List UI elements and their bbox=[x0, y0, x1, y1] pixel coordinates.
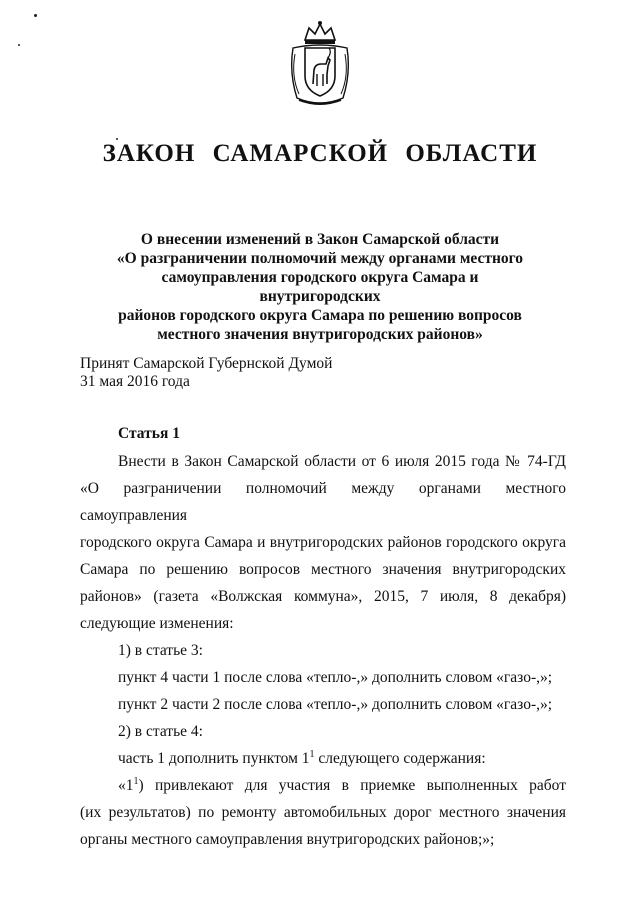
paragraph-line: «О разграничении полномочий между органами местного самоуправления bbox=[80, 480, 566, 524]
text-run: ) привлекают для участия в приемке выполненных работ bbox=[138, 777, 566, 794]
paragraph-line: районов» (газета «Волжская коммуна», 2015, 7 июля, 8 декабря) bbox=[80, 588, 566, 605]
list-subitem: пункт 2 части 2 после слова «тепло-,» дополнить словом «газо-,»; bbox=[118, 696, 553, 713]
quote-line: органы местного самоуправления внутригородских районов;»; bbox=[80, 831, 495, 848]
list-item: 1) в статье 3: bbox=[118, 642, 203, 659]
adopted-date: 31 мая 2016 года bbox=[80, 373, 190, 390]
list-subitem bbox=[80, 745, 566, 772]
list-subitem: пункт 4 части 1 после слова «тепло-,» дополнить словом «газо-,»; bbox=[118, 669, 553, 686]
paragraph-line: следующие изменения: bbox=[80, 615, 234, 632]
paragraph-line: Самара по решению вопросов местного значения внутригородских bbox=[80, 561, 566, 578]
scan-speck bbox=[34, 14, 37, 17]
article-body bbox=[80, 448, 566, 853]
adoption-note bbox=[80, 355, 332, 391]
paragraph-line: городского округа Самара и внутригородских районов городского округа bbox=[80, 534, 566, 551]
adopted-by: Принят Самарской Губернской Думой bbox=[80, 355, 333, 372]
subject-line: О внесении изменений в Закон Самарской области bbox=[140, 231, 500, 248]
subject-line: «О разграничении полномочий между органами местного bbox=[116, 250, 524, 267]
subject-line: самоуправления городского округа Самара и внутригородских bbox=[161, 269, 479, 305]
quote-line bbox=[80, 772, 566, 799]
quote-line: (их результатов) по ремонту автомобильных дорог местного значения bbox=[80, 804, 566, 821]
paragraph-line: Внести в Закон Самарской области от 6 июля 2015 года № 74-ГД bbox=[118, 453, 566, 470]
text-run: часть 1 дополнить пунктом 1 bbox=[118, 750, 310, 767]
subject-line: районов городского округа Самара по решению вопросов bbox=[118, 307, 522, 324]
samara-coat-of-arms-icon bbox=[285, 18, 355, 108]
list-item: 2) в статье 4: bbox=[118, 723, 203, 740]
superscript: 1 bbox=[133, 775, 139, 787]
article-heading: Статья 1 bbox=[118, 425, 180, 442]
law-subject bbox=[100, 230, 540, 344]
subject-line: местного значения внутригородских районов» bbox=[157, 326, 483, 343]
text-run: «1 bbox=[118, 777, 134, 794]
superscript: 1 bbox=[309, 748, 315, 760]
scan-speck bbox=[18, 44, 20, 46]
text-run: следующего содержания: bbox=[314, 750, 486, 767]
law-title: ЗАКОН САМАРСКОЙ ОБЛАСТИ bbox=[102, 140, 538, 167]
